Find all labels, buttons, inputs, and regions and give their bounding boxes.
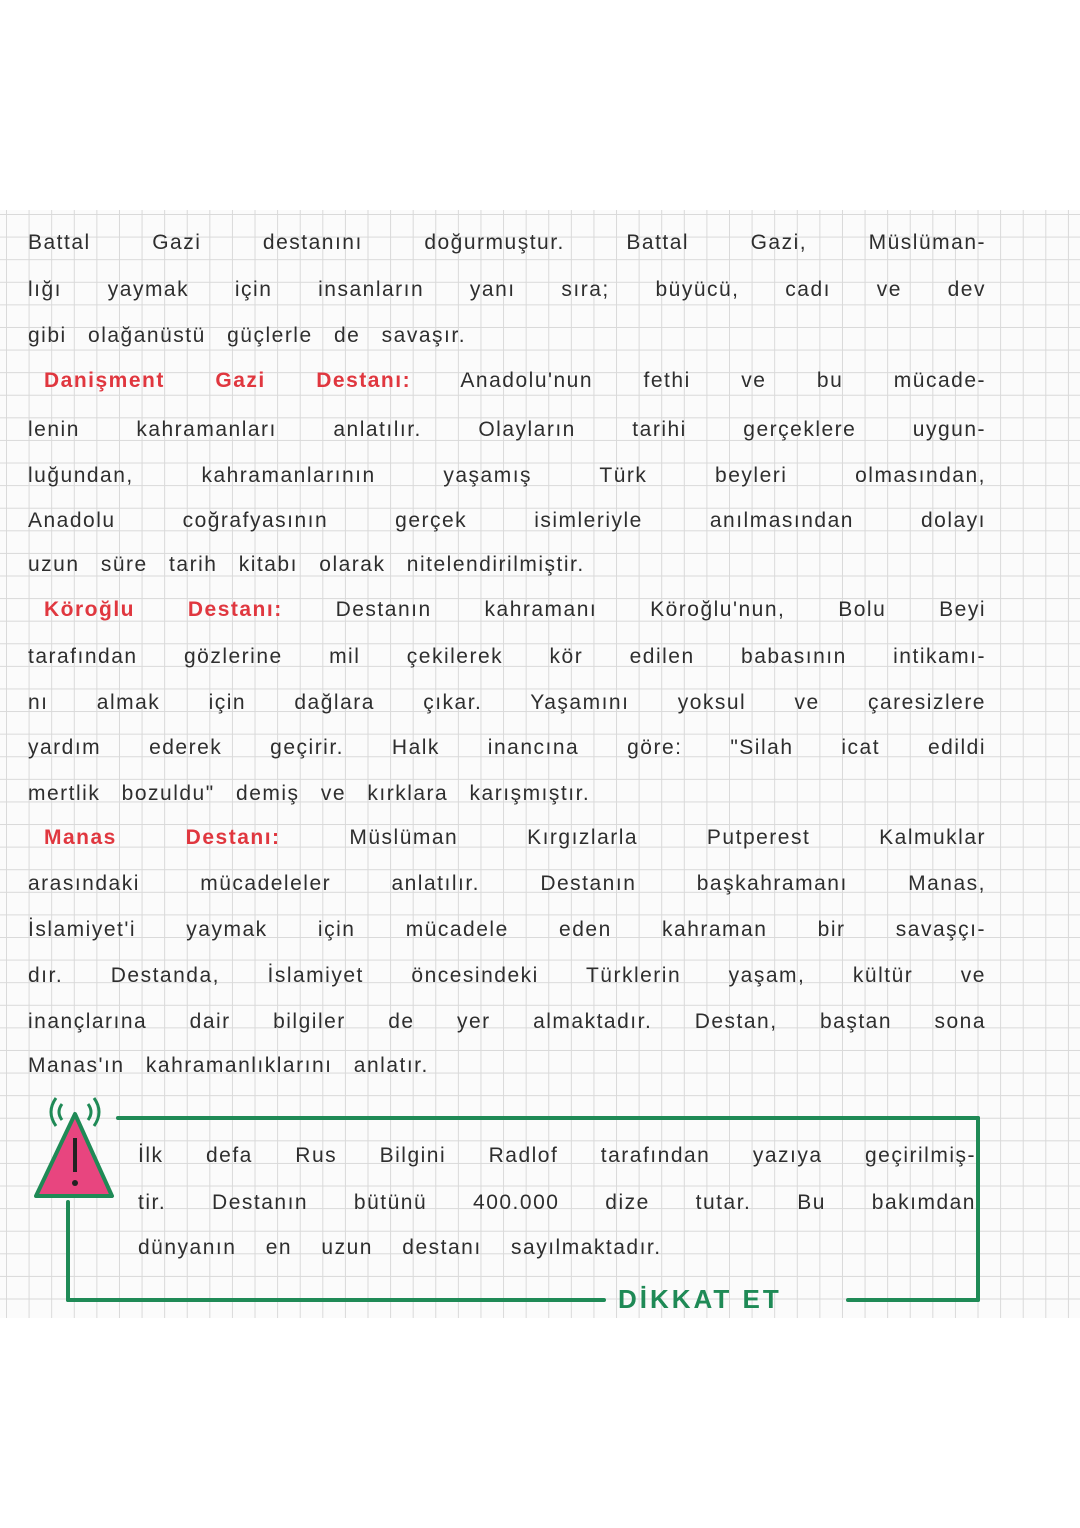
text-line: nı almak için dağlara çıkar. Yaşamını yoksul ve çaresizlere	[28, 691, 986, 714]
text-line	[28, 825, 986, 851]
text-line: Battal Gazi destanını doğurmuştur. Battal Gazi, Müslüman-	[28, 231, 986, 254]
box-border-right	[976, 1116, 980, 1302]
callout-text-line: tir. Destanın bütünü 400.000 dize tutar. Bu bakımdan	[138, 1191, 976, 1214]
text-line	[28, 368, 986, 394]
text-line: dır. Destanda, İslamiyet öncesindeki Türklerin yaşam, kültür ve	[28, 964, 986, 987]
line-text: Destanın kahramanı Köroğlu'nun, Bolu Beyi	[282, 598, 987, 621]
warning-triangle-icon	[30, 1090, 120, 1202]
text-line: mertlik bozuldu" demiş ve kırklara karışmıştır.	[28, 782, 591, 805]
box-border-bottom-left	[66, 1298, 606, 1302]
box-border-left	[66, 1200, 70, 1302]
section-heading: Köroğlu Destanı:	[44, 598, 283, 621]
text-line: tarafından gözlerine mil çekilerek kör edilen babasının intikamı-	[28, 645, 986, 668]
section-heading: Manas Destanı:	[44, 826, 281, 849]
callout-text-line: dünyanın en uzun destanı sayılmaktadır.	[138, 1236, 662, 1259]
section-heading: Danişment Gazi Destanı:	[44, 369, 412, 392]
text-line: lenin kahramanları anlatılır. Olayların tarihi gerçeklere uygun-	[28, 418, 986, 441]
line-text: Anadolu'nun fethi ve bu mücade-	[411, 369, 986, 392]
line-text: Müslüman Kırgızlarla Putperest Kalmuklar	[280, 826, 986, 849]
text-line: gibi olağanüstü güçlerle de savaşır.	[28, 324, 467, 347]
box-border-top	[116, 1116, 980, 1120]
text-line: luğundan, kahramanlarının yaşamış Türk beyleri olmasından,	[28, 464, 986, 487]
text-line	[28, 597, 986, 623]
callout-text-line: İlk defa Rus Bilgini Radlof tarafından yazıya geçirilmiş-	[138, 1144, 976, 1167]
box-border-bottom-right	[846, 1298, 980, 1302]
text-line: İslamiyet'i yaymak için mücadele eden kahraman bir savaşçı-	[28, 918, 986, 941]
text-line: uzun süre tarih kitabı olarak nitelendirilmiştir.	[28, 553, 585, 576]
text-line: Anadolu coğrafyasının gerçek isimleriyle anılmasından dolayı	[28, 509, 986, 532]
text-line: inançlarına dair bilgiler de yer almaktadır. Destan, baştan sona	[28, 1010, 986, 1033]
text-line: Manas'ın kahramanlıklarını anlatır.	[28, 1054, 429, 1077]
text-line: lığı yaymak için insanların yanı sıra; büyücü, cadı ve dev	[28, 278, 986, 301]
text-line: yardım ederek geçirir. Halk inancına göre: "Silah icat edildi	[28, 736, 986, 759]
text-line: arasındaki mücadeleler anlatılır. Destanın başkahramanı Manas,	[28, 872, 986, 895]
callout-label: DİKKAT ET	[618, 1284, 782, 1314]
